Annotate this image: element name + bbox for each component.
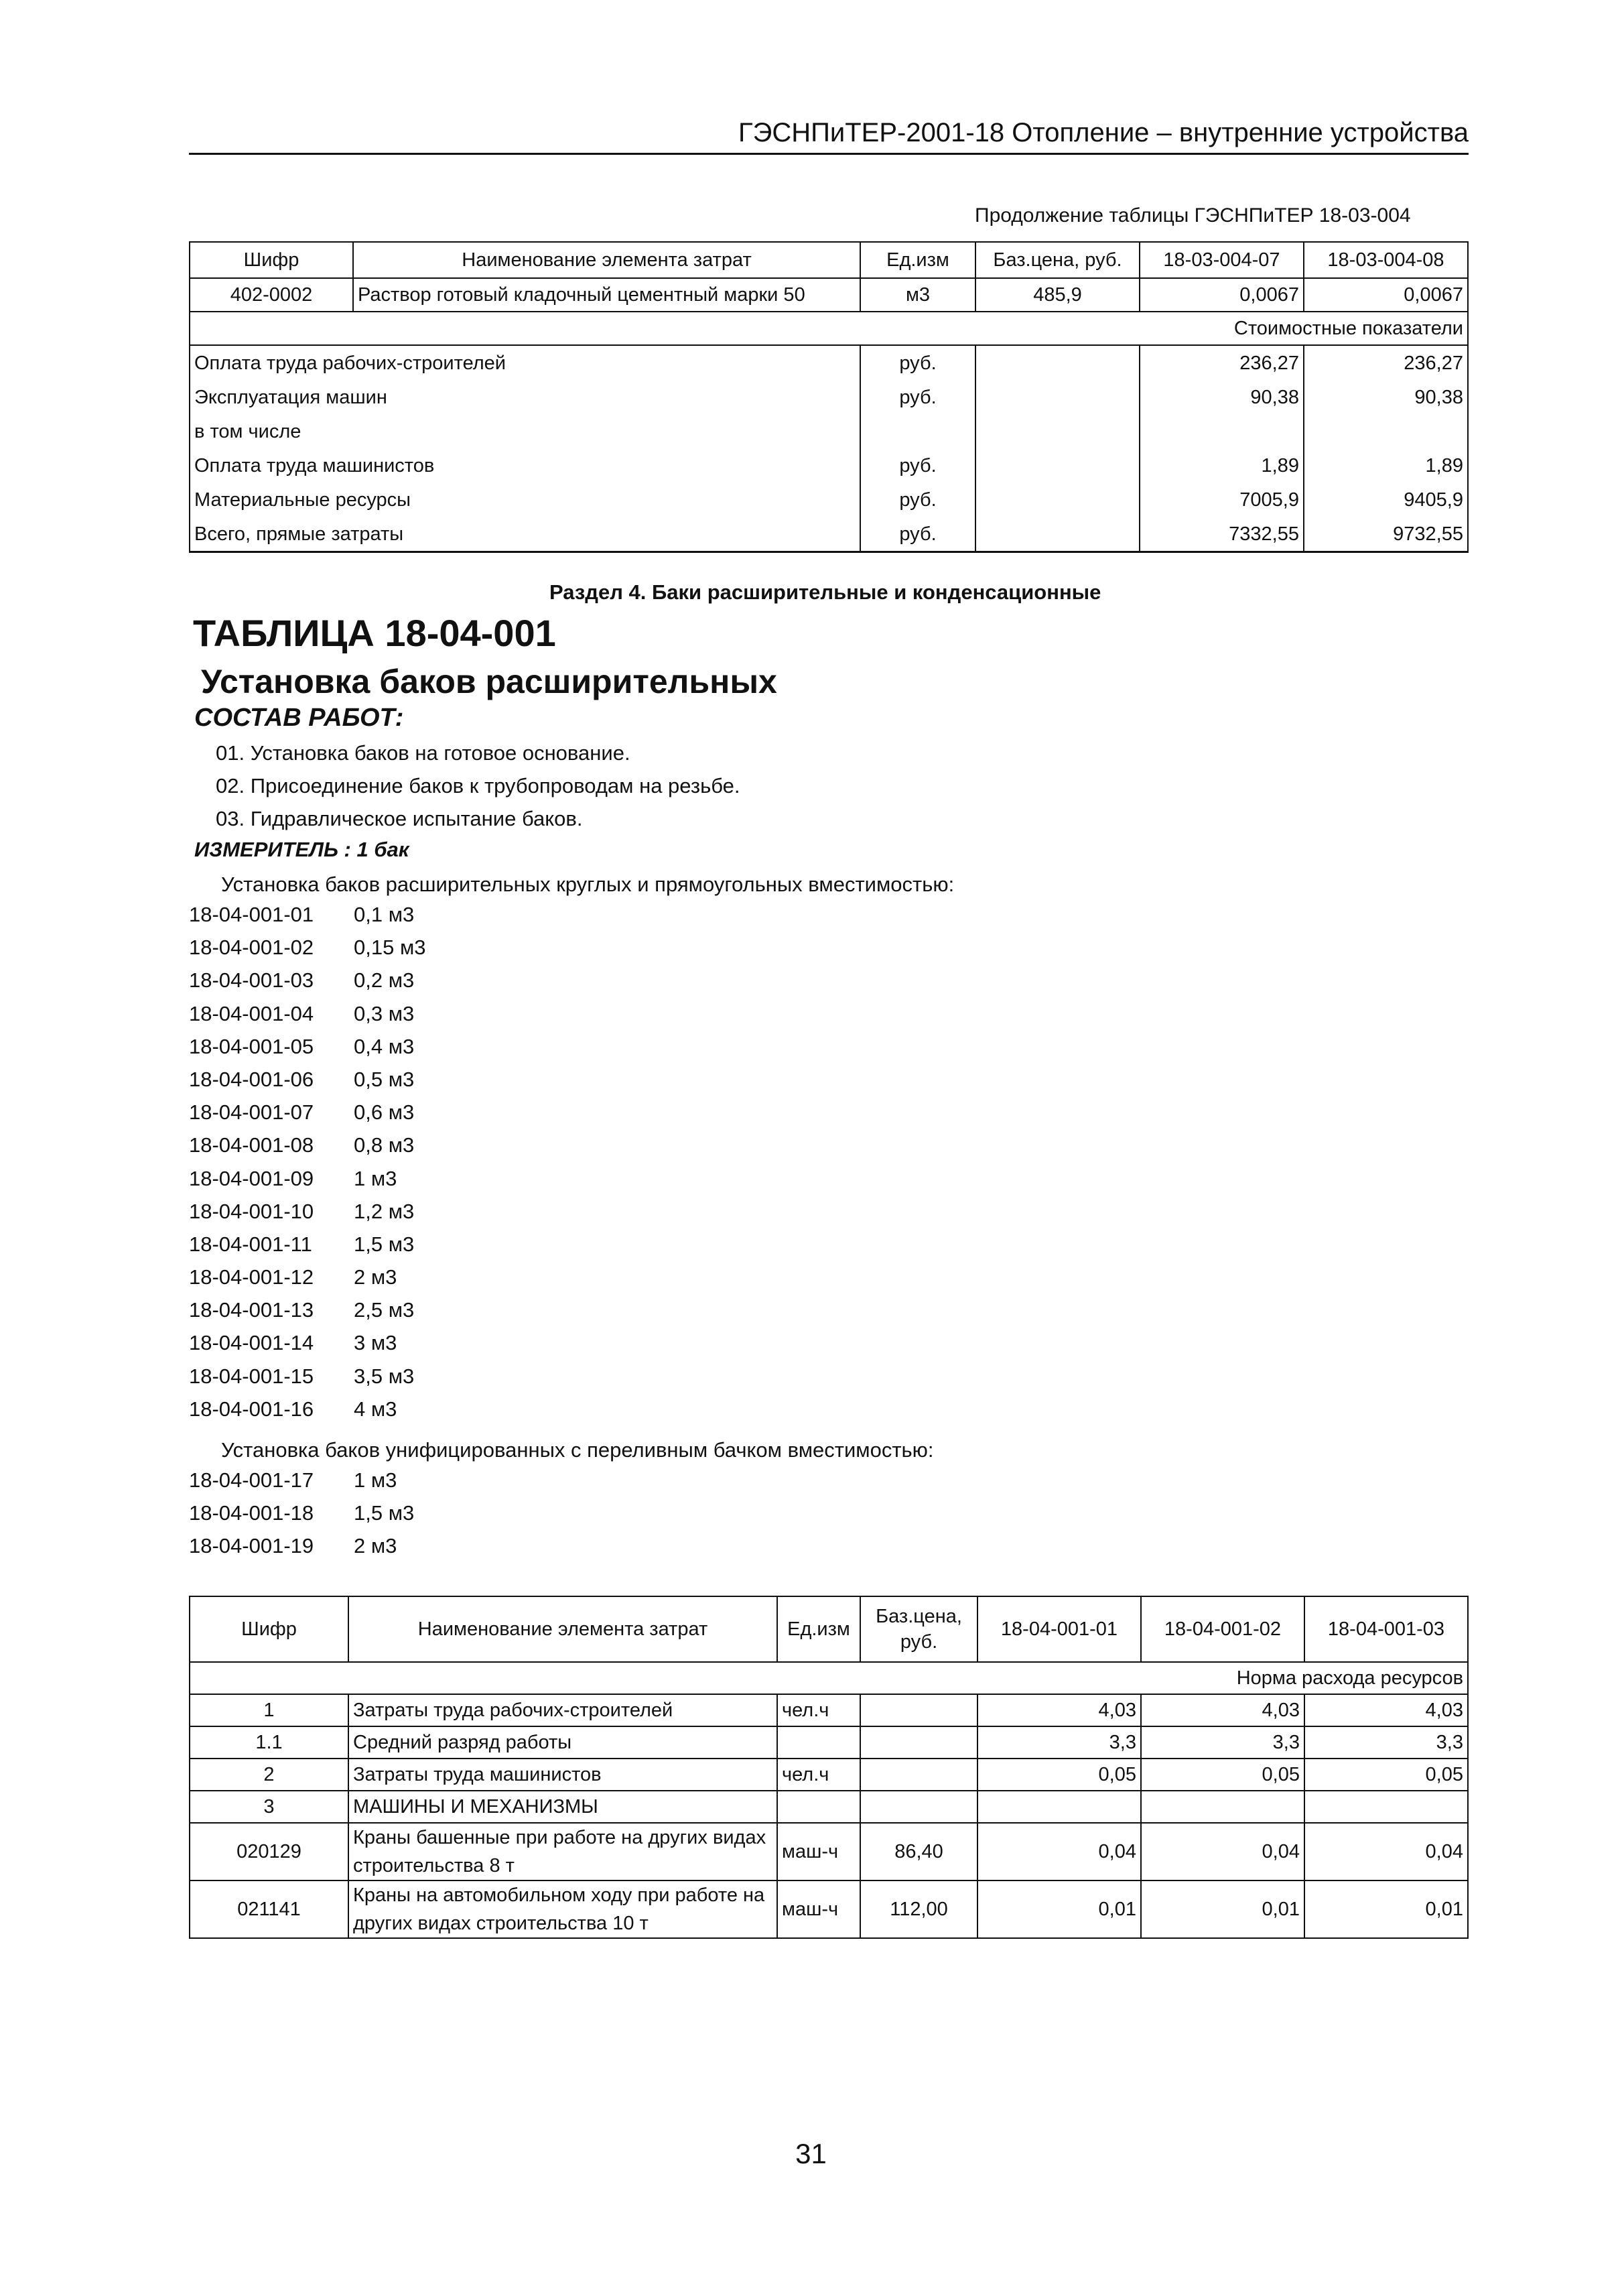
group-caption: Установка баков расширительных круглых и прямоугольных вместимостью: [221, 873, 955, 896]
work-item: 03. Гидравлическое испытание баков. [216, 807, 583, 830]
list-item [189, 1326, 426, 1359]
code: 18-04-001-12 [189, 1265, 314, 1289]
cell-value: 0,0067 [1140, 278, 1304, 312]
cell-value: 0,01 [1141, 1880, 1304, 1938]
volume: 0,8 м3 [354, 1133, 415, 1157]
indicator-unit: руб. [860, 448, 975, 483]
list-item [189, 1096, 426, 1129]
table-row [190, 1726, 1468, 1759]
table-row [190, 1694, 1468, 1726]
volume: 4 м3 [354, 1397, 397, 1421]
indicator-value: 90,38 [1140, 380, 1304, 414]
work-item: 02. Присоединение баков к трубопроводам на резьбе. [216, 774, 740, 798]
table-header-row [190, 1596, 1468, 1662]
volume: 0,1 м3 [354, 903, 415, 926]
indicator-value: 7332,55 [1140, 517, 1304, 552]
cell-price: 86,40 [860, 1823, 977, 1880]
volume: 0,2 м3 [354, 968, 415, 993]
indicator-price [975, 483, 1140, 517]
volume: 1,5 м3 [354, 1501, 415, 1525]
indicator-value [1140, 414, 1304, 448]
list-item [189, 1129, 426, 1161]
header-name: Наименование элемента затрат [353, 242, 860, 278]
cell-code: 1.1 [190, 1726, 348, 1759]
table-row [190, 517, 1468, 552]
indicator-value [1304, 414, 1468, 448]
code: 18-04-001-08 [189, 1133, 314, 1157]
list-item [189, 1228, 426, 1261]
volume: 0,15 м3 [354, 936, 426, 960]
volume: 1 м3 [354, 1166, 397, 1190]
work-composition-title: СОСТАВ РАБОТ: [194, 704, 404, 732]
cell-value: 3,3 [1304, 1726, 1468, 1759]
cell-value: 0,05 [1304, 1759, 1468, 1791]
cell-code: 3 [190, 1791, 348, 1823]
header-unit: Ед.изм [860, 242, 975, 278]
cell-unit: маш-ч [777, 1880, 860, 1938]
list-item [189, 1529, 414, 1562]
code: 18-04-001-11 [189, 1232, 312, 1256]
list-item [189, 1464, 414, 1496]
cell-value: 0,05 [1141, 1759, 1304, 1791]
indicator-name: в том числе [190, 414, 860, 448]
volume: 2 м3 [354, 1265, 397, 1289]
table-subtitle: Установка баков расширительных [201, 663, 777, 700]
cell-value: 4,03 [1141, 1694, 1304, 1726]
indicator-price [975, 380, 1140, 414]
header-price: Баз.цена, руб. [975, 242, 1140, 278]
table-row [190, 1823, 1468, 1880]
cell-price: 112,00 [860, 1880, 977, 1938]
indicator-value: 7005,9 [1140, 483, 1304, 517]
code: 18-04-001-09 [189, 1166, 314, 1190]
list-item [189, 1360, 426, 1393]
cell-price [860, 1791, 977, 1823]
indicator-unit: руб. [860, 380, 975, 414]
cell-price [860, 1694, 977, 1726]
table-18-03-004-continuation [189, 241, 1469, 553]
indicator-name: Материальные ресурсы [190, 483, 860, 517]
header-code: Шифр [190, 242, 353, 278]
cell-price [860, 1726, 977, 1759]
table-row [190, 345, 1468, 380]
header-col-03: 18-04-001-03 [1304, 1596, 1468, 1662]
volume: 2 м3 [354, 1534, 397, 1558]
code: 18-04-001-06 [189, 1067, 314, 1091]
indicator-value: 1,89 [1304, 448, 1468, 483]
meter: ИЗМЕРИТЕЛЬ : 1 бак [194, 838, 409, 861]
cell-value: 0,01 [977, 1880, 1141, 1938]
volume: 3,5 м3 [354, 1364, 415, 1388]
work-item: 01. Установка баков на готовое основание. [216, 741, 630, 765]
cell-name: Затраты труда машинистов [348, 1759, 777, 1791]
cell-value [1141, 1791, 1304, 1823]
volume: 0,4 м3 [354, 1034, 415, 1058]
header-code: Шифр [190, 1596, 348, 1662]
table-row [190, 1759, 1468, 1791]
indicator-name: Оплата труда машинистов [190, 448, 860, 483]
list-item [189, 964, 426, 997]
header-unit: Ед.изм [777, 1596, 860, 1662]
cell-value: 4,03 [977, 1694, 1141, 1726]
code: 18-04-001-16 [189, 1397, 314, 1421]
header-col-02: 18-04-001-02 [1141, 1596, 1304, 1662]
section-label-row [190, 312, 1468, 345]
code: 18-04-001-10 [189, 1199, 314, 1223]
indicator-name: Оплата труда рабочих-строителей [190, 345, 860, 380]
code: 18-04-001-01 [189, 903, 314, 926]
cell-unit: м3 [860, 278, 975, 312]
code: 18-04-001-19 [189, 1534, 314, 1558]
code: 18-04-001-04 [189, 1001, 314, 1025]
volume: 0,5 м3 [354, 1067, 415, 1091]
table-row [190, 448, 1468, 483]
header-col-07: 18-03-004-07 [1140, 242, 1304, 278]
list-item [189, 931, 426, 964]
cell-value: 0,01 [1304, 1880, 1468, 1938]
indicator-price [975, 414, 1140, 448]
cell-name: Средний разряд работы [348, 1726, 777, 1759]
section-title: Раздел 4. Баки расширительные и конденсационные [549, 580, 1101, 604]
indicator-price [975, 345, 1140, 380]
cell-name: Краны на автомобильном ходу при работе на других видах строительства 10 т [348, 1880, 777, 1938]
indicator-price [975, 448, 1140, 483]
indicator-unit [860, 414, 975, 448]
cell-name: Краны башенные при работе на других видах строительства 8 т [348, 1823, 777, 1880]
cell-code: 021141 [190, 1880, 348, 1938]
cell-unit [777, 1726, 860, 1759]
list-item [189, 1393, 426, 1425]
section-label: Стоимостные показатели [190, 312, 1468, 345]
table-header-row [190, 242, 1468, 278]
indicator-value: 90,38 [1304, 380, 1468, 414]
indicator-name: Эксплуатация машин [190, 380, 860, 414]
volume: 3 м3 [354, 1331, 397, 1355]
cell-value: 3,3 [1141, 1726, 1304, 1759]
continuation-caption: Продолжение таблицы ГЭСНПиТЕР 18-03-004 [975, 204, 1411, 227]
indicator-value: 236,27 [1304, 345, 1468, 380]
cell-value: 0,05 [977, 1759, 1141, 1791]
cell-value: 0,04 [1141, 1823, 1304, 1880]
cell-name: Затраты труда рабочих-строителей [348, 1694, 777, 1726]
cell-value: 4,03 [1304, 1694, 1468, 1726]
cell-code: 402-0002 [190, 278, 353, 312]
cell-price [860, 1759, 977, 1791]
code: 18-04-001-17 [189, 1468, 314, 1492]
indicator-unit: руб. [860, 483, 975, 517]
group-caption: Установка баков унифицированных с переливным бачком вместимостью: [221, 1438, 934, 1462]
code: 18-04-001-05 [189, 1034, 314, 1058]
header-name: Наименование элемента затрат [348, 1596, 777, 1662]
cell-name: Раствор готовый кладочный цементный марки 50 [353, 278, 860, 312]
code-list-unified [189, 1464, 414, 1563]
indicator-value: 236,27 [1140, 345, 1304, 380]
indicator-value: 1,89 [1140, 448, 1304, 483]
cell-value [977, 1791, 1141, 1823]
indicator-name: Всего, прямые затраты [190, 517, 860, 552]
header-col-08: 18-03-004-08 [1304, 242, 1468, 278]
table-title: ТАБЛИЦА 18-04-001 [193, 612, 556, 654]
volume: 1,2 м3 [354, 1199, 415, 1223]
volume: 1,5 м3 [354, 1232, 415, 1256]
section-label-row [190, 1662, 1468, 1694]
page-header: ГЭСНПиТЕР-2001-18 Отопление – внутренние устройства [189, 114, 1469, 155]
cell-value: 3,3 [977, 1726, 1141, 1759]
table-18-04-001 [189, 1596, 1469, 1939]
table-row [190, 380, 1468, 414]
volume: 0,6 м3 [354, 1100, 415, 1125]
cell-code: 020129 [190, 1823, 348, 1880]
cell-value: 0,04 [977, 1823, 1141, 1880]
indicator-price [975, 517, 1140, 552]
cell-unit: чел.ч [777, 1694, 860, 1726]
cell-value [1304, 1791, 1468, 1823]
table-row [190, 414, 1468, 448]
indicator-value: 9732,55 [1304, 517, 1468, 552]
volume: 1 м3 [354, 1468, 397, 1492]
table-row [190, 1791, 1468, 1823]
cell-name: МАШИНЫ И МЕХАНИЗМЫ [348, 1791, 777, 1823]
code: 18-04-001-02 [189, 936, 314, 960]
indicator-unit: руб. [860, 345, 975, 380]
volume: 0,3 м3 [354, 1001, 415, 1025]
section-label: Норма расхода ресурсов [190, 1662, 1468, 1694]
code: 18-04-001-03 [189, 968, 314, 993]
page-number: 31 [795, 2138, 827, 2169]
code: 18-04-001-13 [189, 1298, 314, 1322]
code: 18-04-001-15 [189, 1364, 314, 1388]
list-item [189, 1261, 426, 1293]
cell-unit: чел.ч [777, 1759, 860, 1791]
indicator-value: 9405,9 [1304, 483, 1468, 517]
list-item [189, 1030, 426, 1063]
cell-unit: маш-ч [777, 1823, 860, 1880]
cell-code: 2 [190, 1759, 348, 1791]
cell-code: 1 [190, 1694, 348, 1726]
list-item [189, 1162, 426, 1195]
code: 18-04-001-07 [189, 1100, 314, 1125]
header-price: Баз.цена, руб. [860, 1596, 977, 1662]
list-item [189, 1063, 426, 1096]
volume: 2,5 м3 [354, 1298, 415, 1322]
cell-unit [777, 1791, 860, 1823]
list-item [189, 1195, 426, 1228]
table-row [190, 278, 1468, 312]
code-list-round-rect [189, 898, 426, 1425]
header-col-01: 18-04-001-01 [977, 1596, 1141, 1662]
code: 18-04-001-14 [189, 1331, 314, 1355]
list-item [189, 1496, 414, 1529]
code: 18-04-001-18 [189, 1501, 314, 1525]
list-item [189, 1293, 426, 1326]
cell-value: 0,04 [1304, 1823, 1468, 1880]
indicator-unit: руб. [860, 517, 975, 552]
list-item [189, 898, 426, 931]
cell-price: 485,9 [975, 278, 1140, 312]
table-row [190, 1880, 1468, 1938]
table-row [190, 483, 1468, 517]
list-item [189, 997, 426, 1030]
cell-value: 0,0067 [1304, 278, 1468, 312]
